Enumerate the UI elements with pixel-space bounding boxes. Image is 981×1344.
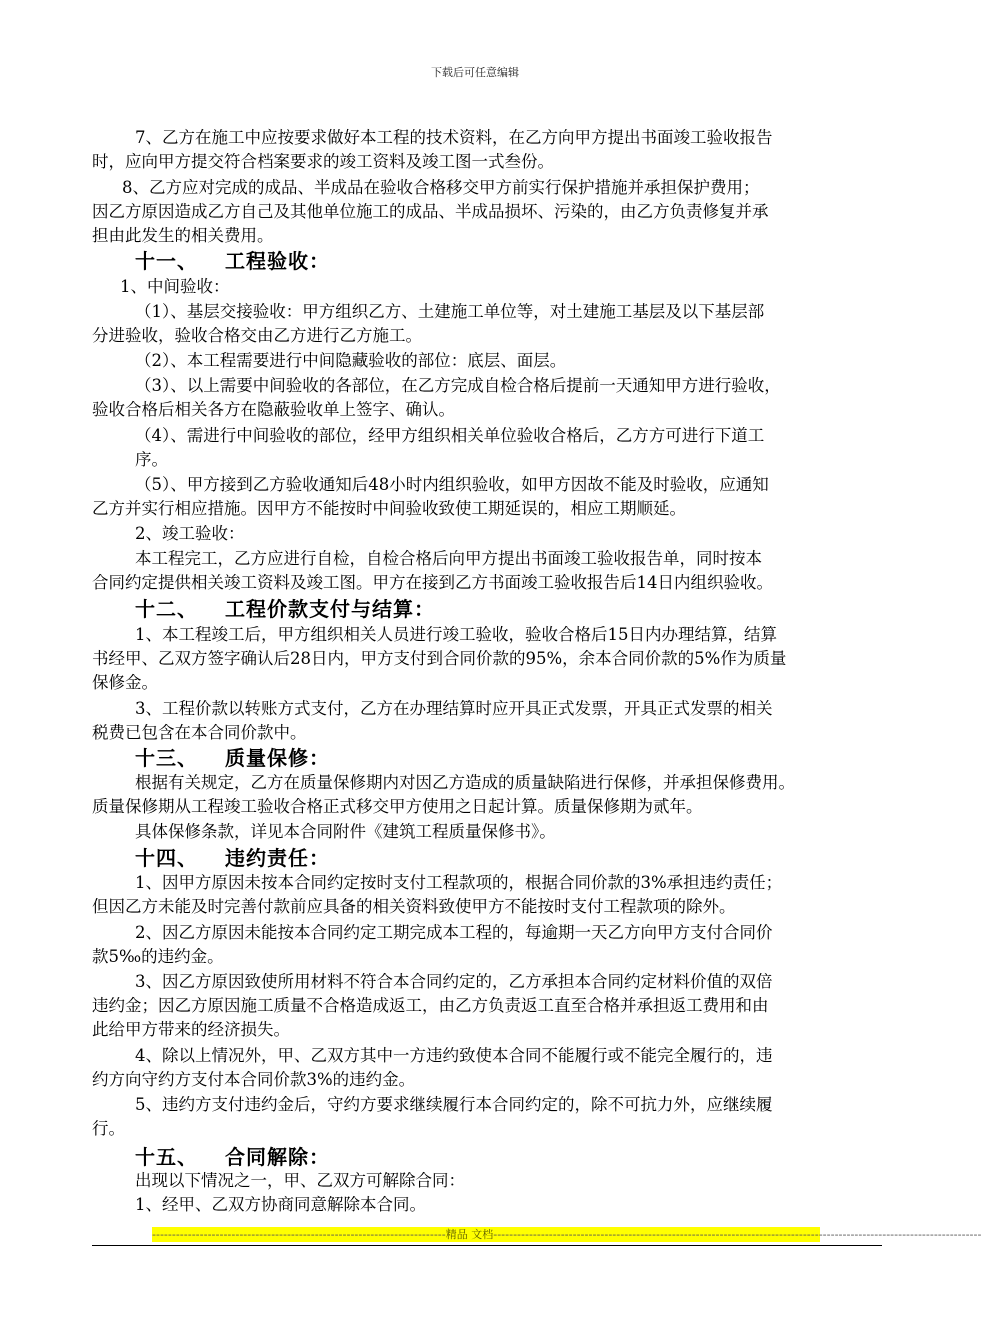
section-11-heading [135,249,330,273]
section-12-clause-1-line-3: 保修金。 [92,673,158,692]
section-14-clause-4-line-1: 4、除以上情况外，甲、乙双方其中一方违约致使本合同不能履行或不能完全履行的，违 [135,1046,773,1065]
section-11-item-1-line-1: （1）、基层交接验收：甲方组织乙方、土建施工单位等，对土建施工基层及以下基层部 [135,302,765,321]
section-13-line-3: 具体保修条款，详见本合同附件《建筑工程质量保修书》。 [135,822,556,841]
section-11-item-3-line-1: （3）、以上需要中间验收的各部位，在乙方完成自检合格后提前一天通知甲方进行验收， [135,376,781,395]
section-11-item-4-line-1: （4）、需进行中间验收的部位，经甲方组织相关单位验收合格后，乙方方可进行下道工 [135,426,765,445]
section-14-clause-3-line-2: 违约金；因乙方原因施工质量不合格造成返工，由乙方负责返工直至合格并承担返工费用和由 [92,996,769,1015]
section-11-completion-line-2: 合同约定提供相关竣工资料及竣工图。甲方在接到乙方书面竣工验收报告后14日内组织验收。 [92,573,773,592]
footer-dashes-left: -------------------------------------------------------------------------- [152,1228,446,1241]
clause-8-line-1: 8、乙方应对完成的成品、半成品在验收合格移交甲方前实行保护措施并承担保护费用； [122,178,760,197]
section-13-heading [135,746,330,770]
section-11-item-4-line-2: 序。 [135,450,168,469]
clause-7-line-2: 时，应向甲方提交符合档案要求的竣工资料及竣工图一式叁份。 [92,152,554,171]
section-15-number: 十五、 [135,1145,198,1169]
section-12-title: 工程价款支付与结算： [225,597,435,621]
section-13-number: 十三、 [135,746,198,770]
section-12-clause-3-line-1: 3、工程价款以转账方式支付，乙方在办理结算时应开具正式发票，开具正式发票的相关 [135,699,773,718]
section-11-number: 十一、 [135,249,198,273]
clause-8-line-3: 担由此发生的相关费用。 [92,226,274,245]
section-15-title: 合同解除： [225,1145,330,1169]
footer-divider [92,1245,882,1246]
section-11-title: 工程验收： [225,249,330,273]
section-12-number: 十二、 [135,597,198,621]
clause-8-line-2: 因乙方原因造成乙方自己及其他单位施工的成品、半成品损坏、污染的，由乙方负责修复并承 [92,202,769,221]
section-12-heading [135,597,435,621]
section-11-item-5-line-2: 乙方并实行相应措施。因甲方不能按时中间验收致使工期延误的，相应工期顺延。 [92,499,686,518]
section-11-item-1-line-2: 分进验收，验收合格交由乙方进行乙方施工。 [92,326,422,345]
section-11-subhead-2: 2、竣工验收： [135,524,245,543]
section-14-clause-1-line-1: 1、因甲方原因未按本合同约定按时支付工程款项的，根据合同价款的3%承担违约责任； [135,873,783,892]
clause-7-line-1: 7、乙方在施工中应按要求做好本工程的技术资料，在乙方向甲方提出书面竣工验收报告 [135,128,773,147]
section-15-line-1: 出现以下情况之一，甲、乙双方可解除合同： [135,1171,465,1190]
section-14-clause-4-line-2: 约方向守约方支付本合同价款3%的违约金。 [92,1070,416,1089]
section-14-clause-1-line-2: 但因乙方未能及时完善付款前应具备的相关资料致使甲方不能按时支付工程款项的除外。 [92,897,736,916]
section-14-clause-2-line-2: 款5‰的违约金。 [92,947,224,966]
footer-label: 精品 文档 [445,1228,494,1241]
section-11-completion-line-1: 本工程完工，乙方应进行自检，自检合格后向甲方提出书面竣工验收报告单，同时按本 [135,549,762,568]
section-12-clause-1-line-2: 书经甲、乙双方签字确认后28日内，甲方支付到合同价款的95%，余本合同价款的5%作为质量 [92,649,787,668]
section-14-clause-3-line-3: 此给甲方带来的经济损失。 [92,1020,290,1039]
section-13-line-1: 根据有关规定，乙方在质量保修期内对因乙方造成的质量缺陷进行保修，并承担保修费用。 [135,773,795,792]
section-13-line-2: 质量保修期从工程竣工验收合格正式移交甲方使用之日起计算。质量保修期为贰年。 [92,797,703,816]
section-15-line-2: 1、经甲、乙双方协商同意解除本合同。 [135,1195,426,1214]
section-11-item-5-line-1: （5）、甲方接到乙方验收通知后48小时内组织验收，如甲方因故不能及时验收，应通知 [135,475,769,494]
section-12-clause-3-line-2: 税费已包含在本合同价款中。 [92,723,307,742]
section-11-item-2: （2）、本工程需要进行中间隐藏验收的部位：底层、面层。 [135,351,567,370]
footer-banner [152,1227,981,1242]
page-header-note: 下载后可任意编辑 [431,66,519,79]
section-14-number: 十四、 [135,846,198,870]
section-14-title: 违约责任： [225,846,330,870]
section-15-heading [135,1145,330,1169]
section-14-heading [135,846,330,870]
section-11-subhead-1: 1、中间验收： [120,277,230,296]
section-14-clause-3-line-1: 3、因乙方原因致使所用材料不符合本合同约定的，乙方承担本合同约定材料价值的双倍 [135,972,773,991]
footer-dashes-right: --------------------------------------------------------------------------------------------------------------------------- [493,1228,981,1241]
section-11-item-3-line-2: 验收合格后相关各方在隐蔽验收单上签字、确认。 [92,400,455,419]
section-14-clause-5-line-1: 5、违约方支付违约金后，守约方要求继续履行本合同约定的，除不可抗力外，应继续履 [135,1095,773,1114]
section-14-clause-5-line-2: 行。 [92,1119,125,1138]
section-13-title: 质量保修： [225,746,330,770]
section-12-clause-1-line-1: 1、本工程竣工后，甲方组织相关人员进行竣工验收，验收合格后15日内办理结算，结算 [135,625,777,644]
section-14-clause-2-line-1: 2、因乙方原因未能按本合同约定工期完成本工程的，每逾期一天乙方向甲方支付合同价 [135,923,773,942]
